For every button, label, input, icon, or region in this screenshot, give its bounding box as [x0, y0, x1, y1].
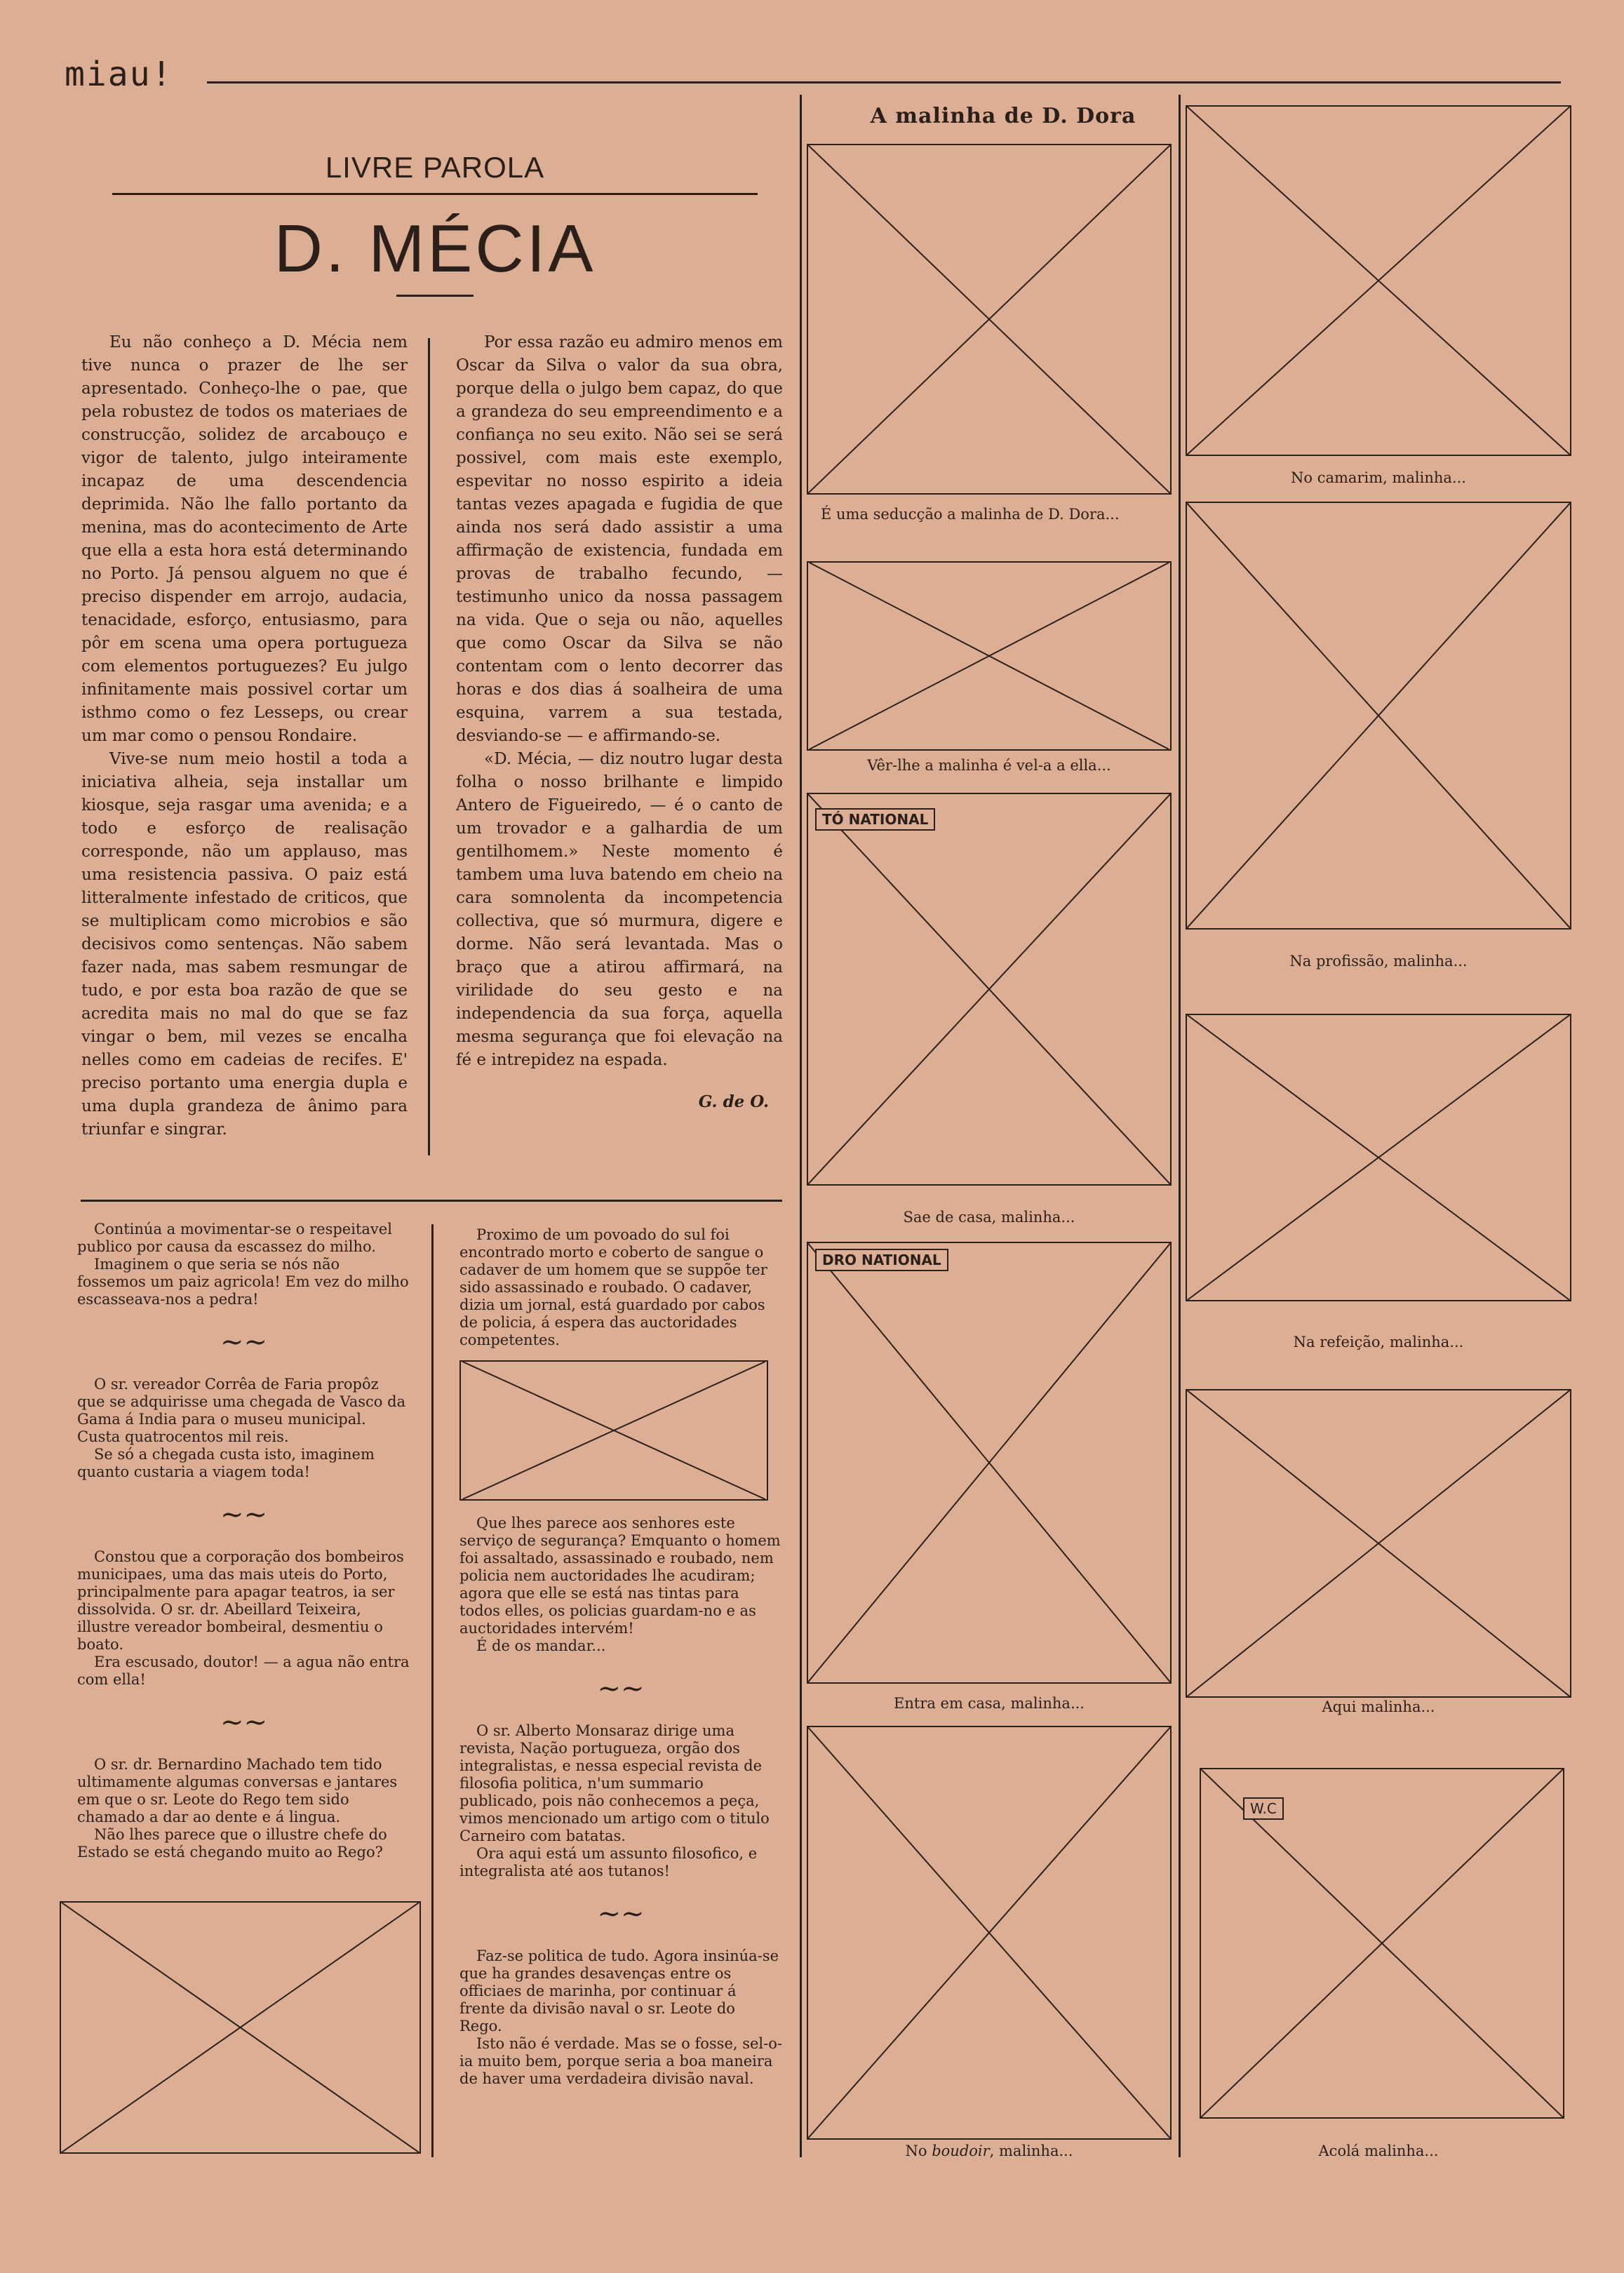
comic-caption: É uma seducção a malinha de D. Dora...: [821, 506, 1120, 523]
separator-icon: ~~: [220, 1498, 268, 1531]
brief-item: O sr. dr. Bernardino Machado tem tido ultimamente algumas conversas e jantares em que o sr. Leote do Rego tem sido chamado a dar ao dente e á lingua. Não lhes parece que o illustre chefe do Estado se está chegando muito ao Rego?: [77, 1756, 398, 1860]
separator-icon: ~~: [597, 1898, 645, 1930]
wc-sign: W.C: [1243, 1797, 1284, 1820]
comic-panel-7: [1186, 502, 1571, 930]
separator-icon: ~~: [597, 1672, 645, 1705]
illustration-placeholder: [1187, 1390, 1570, 1696]
cartoon-illustration-officials: [60, 1901, 421, 2154]
illustration-placeholder: [808, 563, 1170, 749]
illustration-placeholder: [808, 145, 1170, 493]
comic-caption: Na refeição, malinha...: [1293, 1334, 1464, 1350]
brief-item: O sr. Alberto Monsaraz dirige uma revista, Nação portugueza, orgão dos integralistas, e nessa especial revista de filosofia politica, n'um summario publicado, pois não conhecemos a peça, vimos mencionado um artigo com o titulo Carneiro com batatas. Ora aqui está um assunto filosofico, e integralista até aos tutanos!: [459, 1722, 770, 1879]
comic-caption: Aqui malinha...: [1322, 1698, 1435, 1715]
brief-item: O sr. vereador Corrêa de Faria propôz que se adquirisse uma chegada de Vasco da Gama á India para o museu municipal. Custa quatrocentos mil reis. Se só a chegada custa isto, imaginem quanto custaria a viagem toda!: [77, 1376, 406, 1480]
article-paragraph: Por essa razão eu admiro menos em Oscar da Silva o valor da sua obra, porque della o julgo bem capaz, do que a grandeza do seu empreendimento e a confiança no seu exito. Não sei se será possivel, com mais este exemplo, espevitar no nosso espirito a ideia tantas vezes apagada e fugidia de que ainda nos será dado assistir a uma affirmação de existencia, fundada em provas de trabalho fecundo, — testimunho unico da nossa passagem na vida. Que o seja ou não, aquelles que como Oscar da Silva se não contentam com o lento decorrer das horas e dos dias á soalheira de uma esquina, varrem a sua testada, desviando-se — e affirmando-se.: [456, 333, 783, 745]
comic-caption: Acolá malinha...: [1318, 2143, 1439, 2159]
illustration-placeholder: [1201, 1769, 1563, 2117]
comic-panel-4: [807, 1242, 1172, 1684]
policemen-illustration: [459, 1360, 768, 1501]
article-paragraph: «D. Mécia, — diz noutro lugar desta folha o nosso brilhante e limpido Antero de Figueiredo, — é o canto de um trovador e a galhardia de um gentilhomem.» Neste momento é tambem uma luva batendo em cheio na cara somnolenta da incompetencia collectiva, que só murmura, digere e dorme. Não será levantada. Mas o braço que a atirou affirmará, na virilidade do seu gesto e na independencia da sua força, aquella mesma segurança que foi elevação na fé e intrepidez na espada.: [456, 750, 783, 1069]
comic-panel-3: [807, 793, 1172, 1186]
illustration-placeholder: [461, 1362, 767, 1499]
article-paragraph: Eu não conheço a D. Mécia nem tive nunca o prazer de lhe ser apresentado. Conheço-lhe o pae, que pela robustez de todos os materiaes de construcção, solidez de arcabouço e vigor de talento, julgo inteiramente incapaz de uma descendencia deprimida. Não lhe fallo portanto da menina, mas do acontecimento de Arte que ella a esta hora está determinando no Porto. Já pensou alguem no que é preciso dispender em arrojo, audacia, tenacidade, esforço, entusiasmo, para pôr em scena uma opera portugueza com elementos portuguezes? Eu julgo infinitamente mais possivel cortar um isthmo como o fez Lesseps, ou crear um mar como o pensou Rondaire.: [81, 333, 408, 745]
masthead-title: miau!: [65, 55, 173, 94]
article-column-1: [81, 331, 408, 1141]
comic-caption: Sae de casa, malinha...: [903, 1209, 1075, 1226]
illustration-placeholder: [808, 1727, 1170, 2138]
article-paragraph: Vive-se num meio hostil a toda a iniciativa alheia, seja installar um kiosque, seja rasgar uma avenida; e a todo e esforço de realisação corresponde, não um applauso, mas uma resistencia passiva. O paiz está litteralmente infestado de criticos, que se multiplicam como microbios e são decisivos como sentenças. Não sabem fazer nada, mas sabem resmungar de tudo, e por esta boa razão de que se acredita mais no mal do que se faz vingar o bem, mil vezes se encalha nelles como em cadeias de recifes. E' preciso portanto uma energia dupla e uma dupla grandeza de ânimo para triunfar e singrar.: [81, 750, 408, 1139]
station-sign: DRO NATIONAL: [815, 1249, 948, 1271]
illustration-placeholder: [61, 1903, 420, 2152]
comic-panel-1: [807, 144, 1172, 495]
comic-panel-8: [1186, 1014, 1571, 1301]
comic-caption: Na profissão, malinha...: [1289, 953, 1468, 970]
title-underline: [396, 295, 474, 297]
brief-item: Faz-se politica de tudo. Agora insinúa-se que ha grandes desavenças entre os officiaes de marinha, por continuar á frente da divisão naval o sr. Leote do Rego. Isto não é verdade. Mas se o fosse, sel-o-ia muito bem, porque seria a boa maneira de haver uma verdadeira divisão naval.: [459, 1947, 782, 2087]
briefs-column-1: [77, 1221, 410, 1868]
comic-panel-2: [807, 561, 1172, 751]
comic-caption: Vêr-lhe a malinha é vel-a a ella...: [867, 757, 1111, 774]
briefs-column-2: [459, 1226, 782, 2095]
column-divider: [1179, 95, 1181, 2157]
comic-title: A malinha de D. Dora: [870, 104, 1136, 128]
comic-caption: No camarim, malinha...: [1291, 469, 1466, 486]
illustration-placeholder: [808, 794, 1170, 1184]
comic-caption: No boudoir, malinha...: [905, 2143, 1073, 2159]
title-rule: [112, 193, 758, 195]
illustration-placeholder: [1187, 503, 1570, 928]
article-signature: G. de O.: [698, 1092, 769, 1111]
column-divider: [428, 338, 430, 1155]
station-sign: TÓ NATIONAL: [815, 808, 935, 831]
illustration-placeholder: [1187, 1015, 1570, 1300]
section-label: LIVRE PAROLA: [325, 151, 545, 184]
brief-item: Constou que a corporação dos bombeiros municipaes, uma das mais uteis do Porto, principalmente para apagar teatros, ia ser dissolvida. O sr. dr. Abeillard Teixeira, illustre vereador bombeiral, desmentiu o boato. Era escusado, doutor! — a agua não entra com ella!: [77, 1548, 410, 1688]
separator-icon: ~~: [220, 1326, 268, 1358]
comic-panel-9: [1186, 1389, 1571, 1698]
brief-item: Proximo de um povoado do sul foi encontrado morto e coberto de sangue o cadaver de um homem que se suppõe ter sido assassinado e roubado. O cadaver, dizia um jornal, está guardado por cabos de policia, á espera das auctoridades competentes.: [459, 1226, 767, 1348]
masthead-rule: [207, 81, 1561, 83]
comic-panel-10: [1200, 1768, 1564, 2119]
section-divider: [81, 1200, 782, 1202]
article-title: D. MÉCIA: [274, 211, 596, 286]
column-divider: [800, 95, 802, 2157]
illustration-placeholder: [1187, 107, 1570, 455]
brief-item: Continúa a movimentar-se o respeitavel publico por causa da escassez do milho. Imaginem o que seria se nós não fossemos um paiz agricola! Em vez do milho escasseava-nos a pedra!: [77, 1221, 409, 1308]
article-column-2: [456, 331, 783, 1113]
comic-caption: Entra em casa, malinha...: [894, 1695, 1085, 1712]
separator-icon: ~~: [220, 1706, 268, 1738]
illustration-placeholder: [808, 1243, 1170, 1682]
comic-panel-5: [807, 1726, 1172, 2140]
comic-panel-6: [1186, 105, 1571, 456]
column-divider: [431, 1224, 434, 2157]
brief-item: Que lhes parece aos senhores este serviço de segurança? Emquanto o homem foi assaltado, assassinado e roubado, nem policia nem auctoridades lhe acudiram; agora que elle se está nas tintas para todos elles, os policias guardam-no e as auctoridades intervém! É de os mandar...: [459, 1515, 781, 1654]
